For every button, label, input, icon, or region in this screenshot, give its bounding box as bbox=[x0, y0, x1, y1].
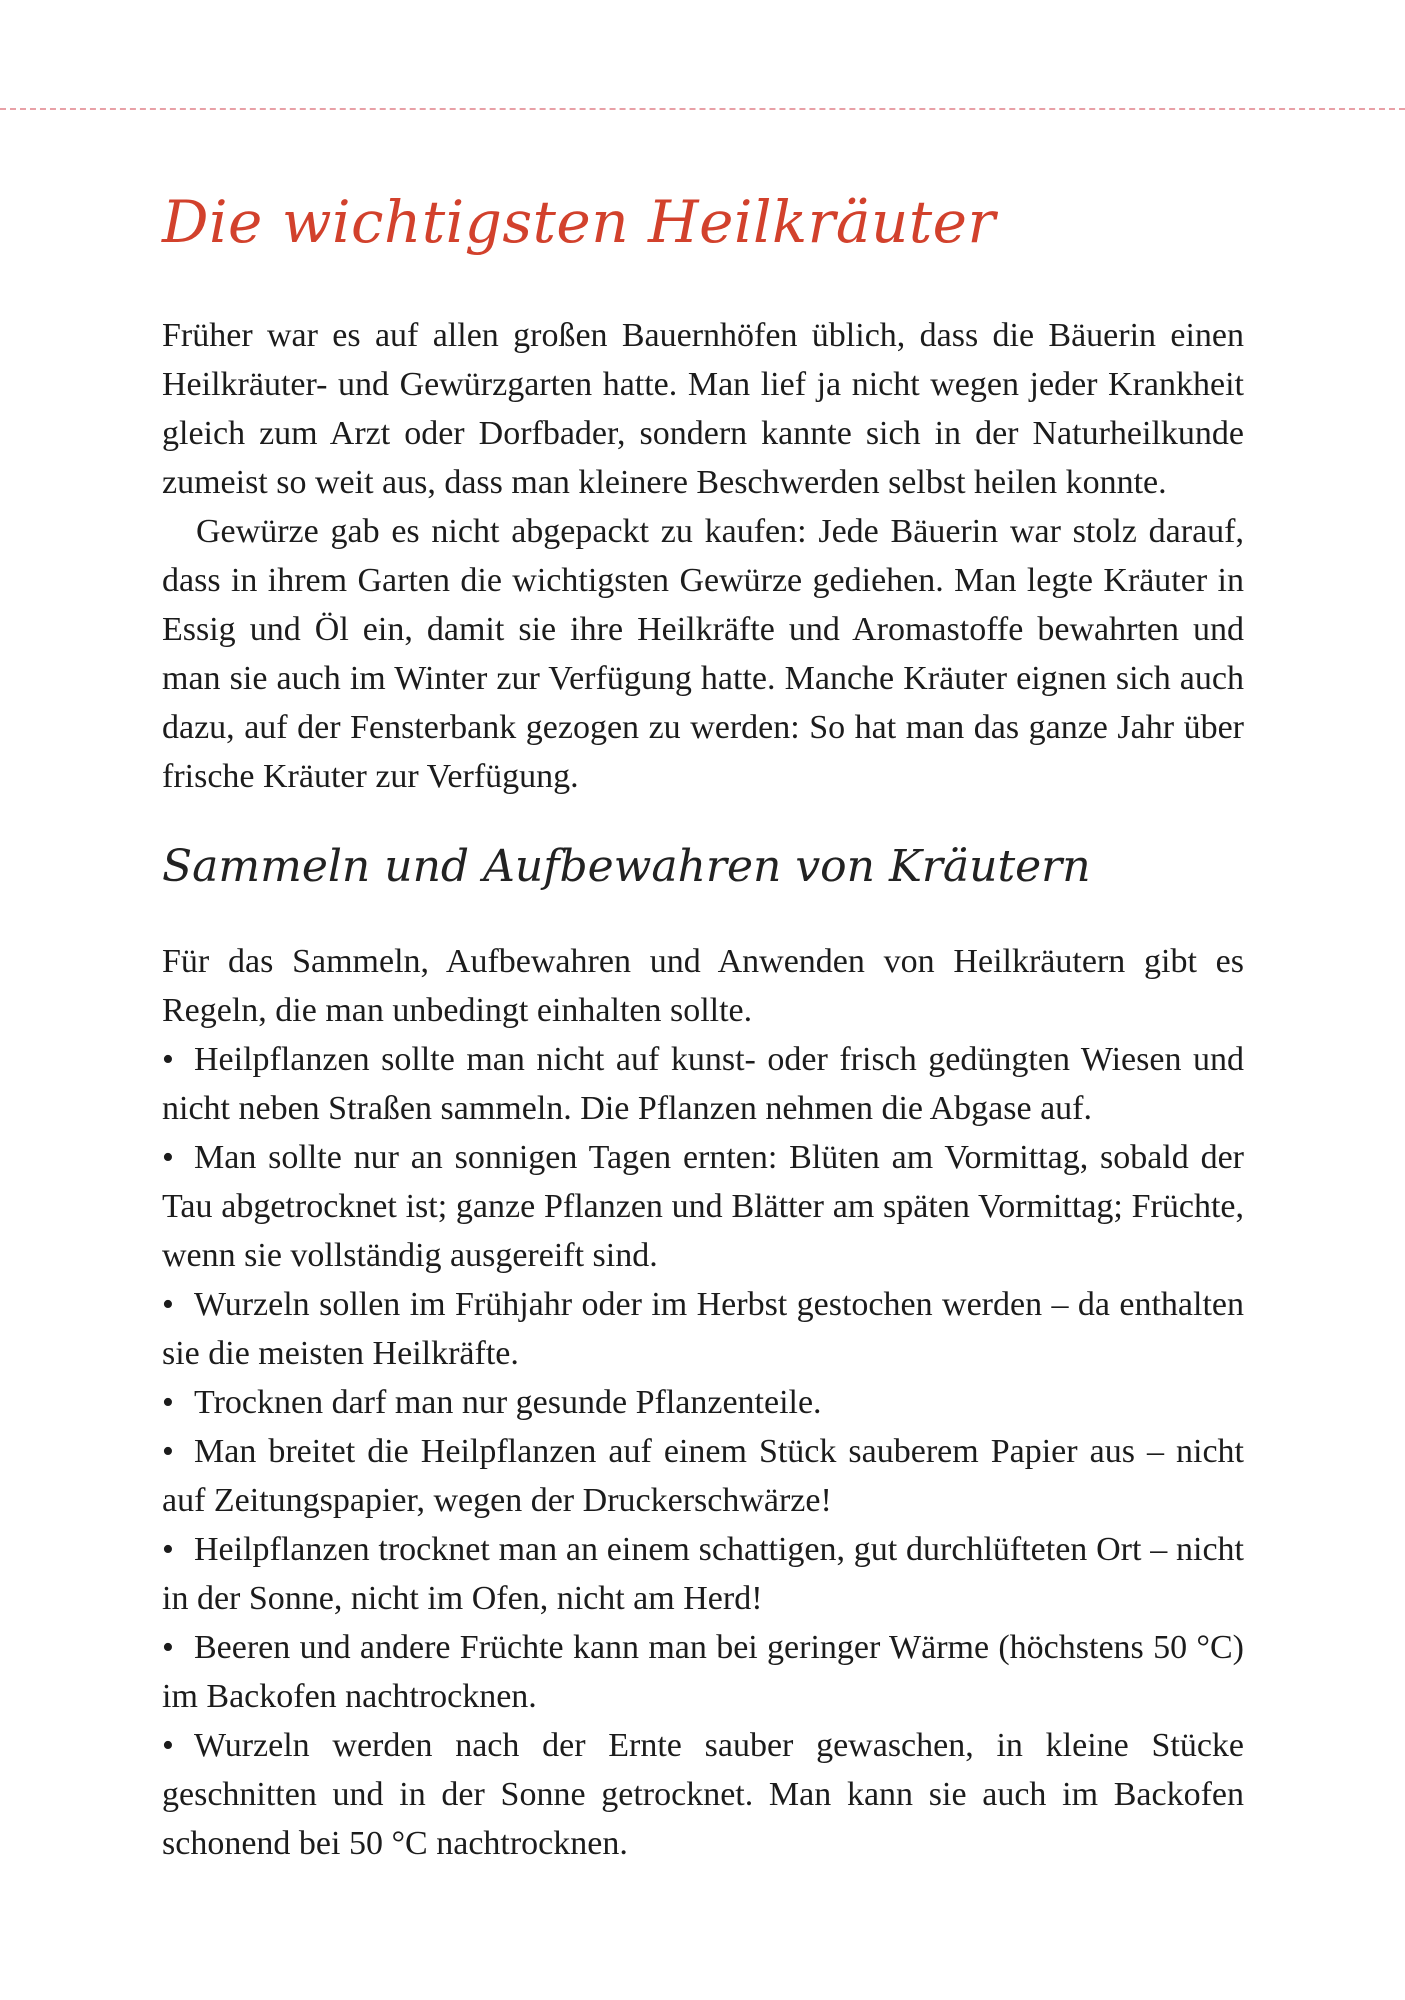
list-item bbox=[162, 1280, 1244, 1378]
page-title: Die wichtigsten Heilkräuter bbox=[162, 188, 996, 256]
list-item-text: Trocknen darf man nur gesunde Pflanzenteile. bbox=[194, 1383, 822, 1421]
page-content bbox=[162, 188, 1244, 1868]
list-item bbox=[162, 1525, 1244, 1623]
list-item bbox=[162, 1623, 1244, 1721]
intro-paragraph: Früher war es auf allen großen Bauernhöfen üblich, dass die Bäuerin einen Heilkräuter- und Gewürzgarten hatte. Man lief ja nicht wegen jeder Krankheit gleich zum Arzt oder Dorfbader, sondern kannte sich in der Naturheilkunde zumeist so weit aus, dass man kleinere Beschwerden selbst heilen konnte. bbox=[162, 316, 1244, 501]
list-item-text: Heilpflanzen sollte man nicht auf kunst- oder frisch gedüngten Wiesen und nicht neben Straßen sammeln. Die Pflanzen nehmen die Abgase auf. bbox=[162, 1040, 1244, 1127]
bullet-icon: • bbox=[162, 1628, 174, 1666]
bullet-icon: • bbox=[162, 1432, 174, 1470]
list-item bbox=[162, 1035, 1244, 1133]
bullet-icon: • bbox=[162, 1726, 174, 1764]
list-item-text: Beeren und andere Früchte kann man bei geringer Wärme (höchstens 50 °C) im Backofen nachtrocknen. bbox=[162, 1628, 1244, 1715]
list-item-text: Heilpflanzen trocknet man an einem schattigen, gut durchlüfteten Ort – nicht in der Sonne, nicht im Ofen, nicht am Herd! bbox=[162, 1530, 1244, 1617]
top-dashed-rule bbox=[0, 108, 1405, 110]
bullet-icon: • bbox=[162, 1383, 174, 1421]
list-item-text: Wurzeln sollen im Frühjahr oder im Herbst gestochen werden – da enthalten sie die meisten Heilkräfte. bbox=[162, 1285, 1244, 1372]
rules-list bbox=[162, 1035, 1244, 1868]
list-item bbox=[162, 1427, 1244, 1525]
list-item bbox=[162, 1133, 1244, 1280]
bullet-icon: • bbox=[162, 1138, 174, 1176]
list-item-text: Wurzeln werden nach der Ernte sauber gewaschen, in kleine Stücke geschnitten und in der Sonne getrocknet. Man kann sie auch im Backofen schonend bei 50 °C nachtrocknen. bbox=[162, 1726, 1244, 1862]
rules-intro: Für das Sammeln, Aufbewahren und Anwenden von Heilkräutern gibt es Regeln, die man unbedingt einhalten sollte. bbox=[162, 942, 1244, 1029]
bullet-icon: • bbox=[162, 1040, 174, 1078]
section-heading: Sammeln und Aufbewahren von Kräutern bbox=[162, 840, 1091, 892]
list-item bbox=[162, 1378, 1244, 1427]
bullet-icon: • bbox=[162, 1285, 174, 1323]
intro-paragraph: Gewürze gab es nicht abgepackt zu kaufen: Jede Bäuerin war stolz darauf, dass in ihrem Garten die wichtigsten Gewürze gediehen. Man legte Kräuter in Essig und Öl ein, damit sie ihre Heilkräfte und Aromastoffe bewahrten und man sie auch im Winter zur Verfügung hatte. Manche Kräuter eignen sich auch dazu, auf der Fensterbank gezogen zu werden: So hat man das ganze Jahr über frische Kräuter zur Verfügung. bbox=[162, 512, 1244, 795]
bullet-icon: • bbox=[162, 1530, 174, 1568]
list-item-text: Man breitet die Heilpflanzen auf einem Stück sauberem Papier aus – nicht auf Zeitungspapier, wegen der Druckerschwärze! bbox=[162, 1432, 1244, 1519]
list-item-text: Man sollte nur an sonnigen Tagen ernten: Blüten am Vormittag, sobald der Tau abgetrocknet ist; ganze Pflanzen und Blätter am späten Vormittag; Früchte, wenn sie vollständig ausgereift sind. bbox=[162, 1138, 1244, 1274]
list-item bbox=[162, 1721, 1244, 1868]
